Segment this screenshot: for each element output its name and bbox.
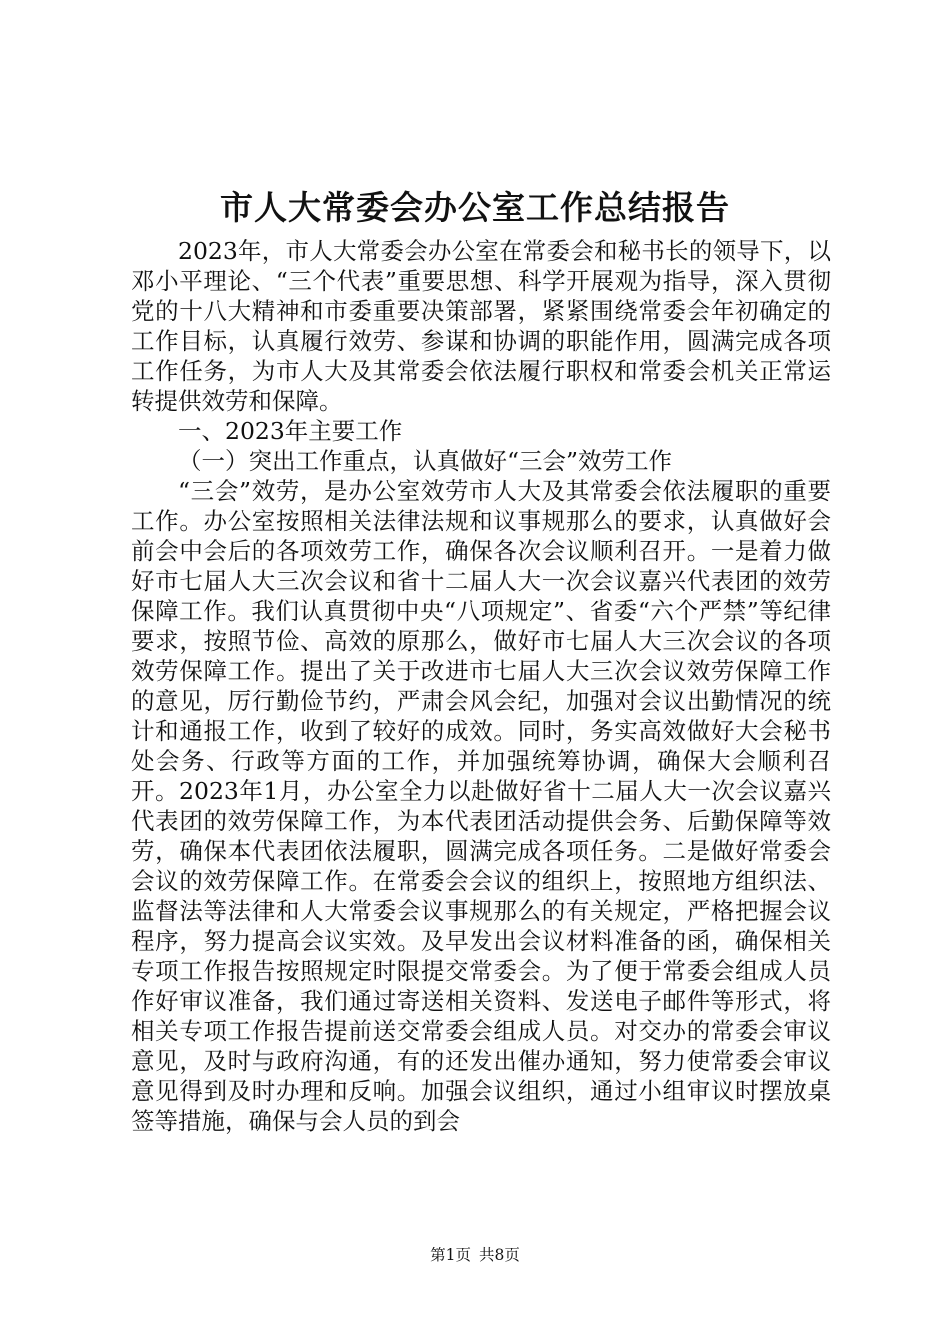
body-paragraph: “三会”效劳，是办公室效劳市人大及其常委会依法履职的重要工作。办公室按照相关法律法规和议事规那么的要求，认真做好会前会中会后的各项效劳工作，确保各次会议顺利召开。一是着力做好市七届人大三次会议和省十二届人大一次会议嘉兴代表团的效劳保障工作。我们认真贯彻中央“八项规定”、省委“六个严禁”等纪律要求，按照节俭、高效的原那么，做好市七届人大三次会议的各项效劳保障工作。提出了关于改进市七届人大三次会议效劳保障工作的意见，厉行勤俭节约，严肃会风会纪，加强对会议出勤情况的统计和通报工作，收到了较好的成效。同时，务实高效做好大会秘书处会务、行政等方面的工作，并加强统筹协调，确保大会顺利召开。2023年1月，办公室全力以赴做好省十二届人大一次会议嘉兴代表团的效劳保障工作，为本代表团活动提供会务、后勤保障等效劳，确保本代表团依法履职，圆满完成各项任务。二是做好常委会会议的效劳保障工作。在常委会会议的组织上，按照地方组织法、监督法等法律和人大常委会议事规那么的有关规定，严格把握会议程序，努力提高会议实效。及早发出会议材料准备的函，确保相关专项工作报告按照规定时限提交常委会。为了便于常委会组成人员作好审议准备，我们通过寄送相关资料、发送电子邮件等形式，将相关专项工作报告提前送交常委会组成人员。对交办的常委会审议意见，及时与政府沟通，有的还发出催办通知，努力使常委会审议意见得到及时办理和反响。加强会议组织，通过小组审议时摆放桌签等措施，确保与会人员的到会: [131, 477, 831, 1135]
intro-paragraph: 2023年，市人大常委会办公室在常委会和秘书长的领导下，以邓小平理论、“三个代表”重要思想、科学开展观为指导，深入贯彻党的十八大精神和市委重要决策部署，紧紧围绕常委会年初确定的工作目标，认真履行效劳、参谋和协调的职能作用，圆满完成各项工作任务，为市人大及其常委会依法履行职权和常委会机关正常运转提供效劳和保障。: [131, 237, 831, 415]
subsection-heading: （一）突出工作重点，认真做好“三会”效劳工作: [178, 447, 673, 475]
page-number: 第1页: [430, 1246, 471, 1264]
page-footer: [0, 1245, 950, 1265]
page-total: 共8页: [479, 1246, 520, 1264]
document-body: [131, 236, 831, 1136]
document-title: 市人大常委会办公室工作总结报告: [220, 188, 730, 227]
section-heading: 一、2023年主要工作: [178, 417, 403, 445]
